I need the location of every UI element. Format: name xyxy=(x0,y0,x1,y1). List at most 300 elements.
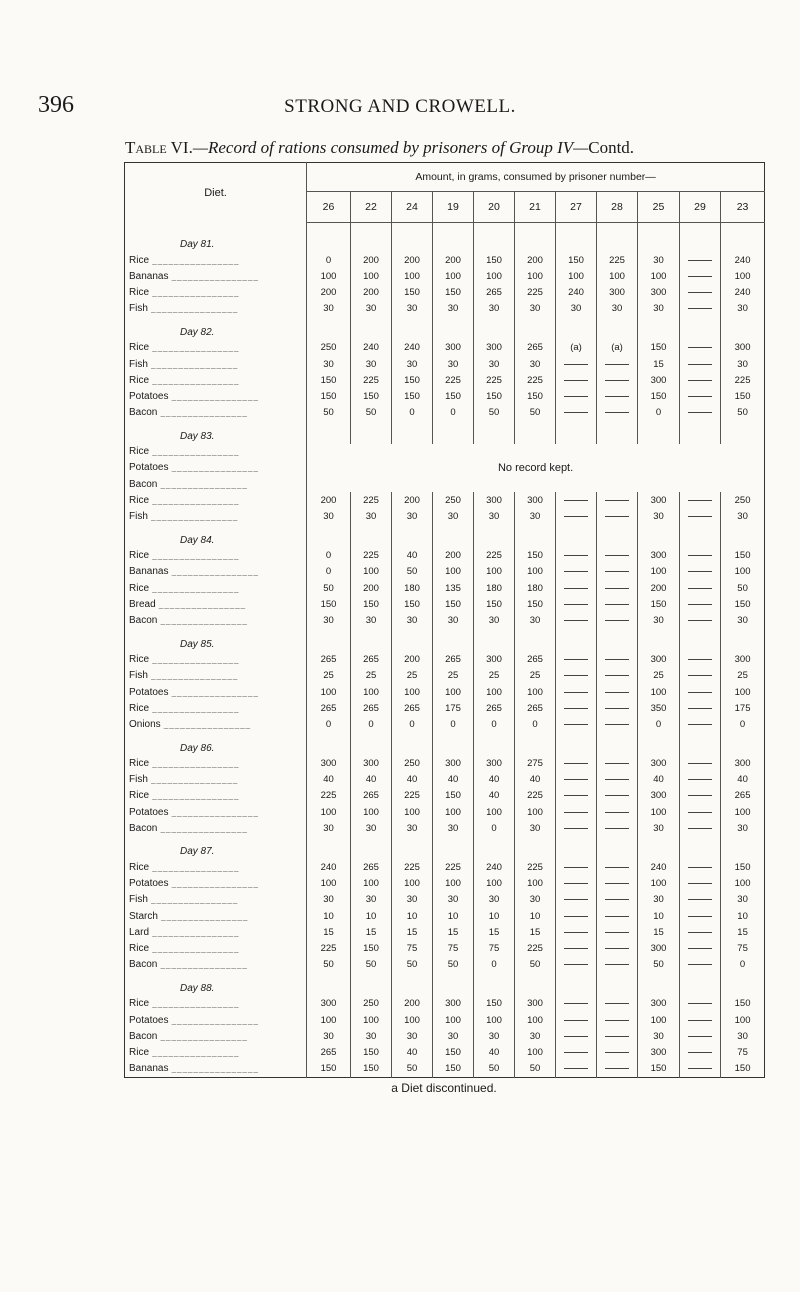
value-cell: 50 xyxy=(433,957,474,973)
diet-name: Rice xyxy=(129,342,150,354)
dash-line xyxy=(564,396,588,397)
value-cell: 30 xyxy=(515,1028,556,1044)
dash-line xyxy=(688,604,712,605)
value-cell: 180 xyxy=(392,580,433,596)
diet-cell xyxy=(125,700,307,716)
value-cell: (a) xyxy=(556,340,597,356)
value-cell: 300 xyxy=(638,1044,680,1060)
blank-dash xyxy=(597,700,638,716)
value-cell: 30 xyxy=(515,356,556,372)
diet-cell xyxy=(125,772,307,788)
dash-line xyxy=(564,916,588,917)
blank-dash xyxy=(597,1061,638,1078)
diet-cell xyxy=(125,716,307,732)
dot-leader: ________________ xyxy=(149,655,240,665)
diet-name: Potatoes xyxy=(129,878,169,890)
value-cell: 240 xyxy=(351,340,392,356)
blank-dash xyxy=(680,1061,721,1078)
value-cell: 100 xyxy=(392,268,433,284)
diet-cell xyxy=(125,652,307,668)
value-cell: 150 xyxy=(556,252,597,268)
dash-line xyxy=(564,763,588,764)
value-cell: 150 xyxy=(721,596,765,612)
dot-leader: ________________ xyxy=(160,719,252,729)
blank-dash xyxy=(556,908,597,924)
dash-line xyxy=(605,364,629,365)
value-cell: 180 xyxy=(515,580,556,596)
value-cell: 100 xyxy=(638,684,680,700)
value-cell: 150 xyxy=(307,388,351,404)
table-row xyxy=(125,564,765,580)
value-cell: 30 xyxy=(307,356,351,372)
value-cell: 100 xyxy=(474,684,515,700)
dot-leader: ________________ xyxy=(168,567,259,577)
diet-name: Fish xyxy=(129,358,148,370)
value-cell: 240 xyxy=(392,340,433,356)
value-cell: 300 xyxy=(515,996,556,1012)
table-row xyxy=(125,820,765,836)
table-body xyxy=(125,223,765,1078)
blank-dash xyxy=(680,684,721,700)
blank-dash xyxy=(597,372,638,388)
blank-dash xyxy=(556,876,597,892)
amount-header: Amount, in grams, consumed by prisoner number— xyxy=(307,163,765,192)
dot-leader: ________________ xyxy=(149,943,240,953)
value-cell: 200 xyxy=(307,492,351,508)
day-row xyxy=(125,629,765,652)
dot-leader: ________________ xyxy=(147,775,239,785)
dot-leader: ________________ xyxy=(149,1047,240,1057)
dash-line xyxy=(688,380,712,381)
dash-line xyxy=(605,588,629,589)
table-row xyxy=(125,612,765,628)
diet-cell xyxy=(125,388,307,404)
diet-name: Potatoes xyxy=(129,390,169,402)
value-cell: 150 xyxy=(307,1061,351,1078)
value-cell: 0 xyxy=(392,405,433,421)
value-cell: 30 xyxy=(433,1028,474,1044)
table-row xyxy=(125,405,765,421)
value-cell: 30 xyxy=(515,508,556,524)
blank-dash xyxy=(597,940,638,956)
value-cell: 225 xyxy=(515,788,556,804)
dash-line xyxy=(605,500,629,501)
dot-leader: ________________ xyxy=(168,807,259,817)
dash-line xyxy=(564,380,588,381)
value-cell: 25 xyxy=(307,668,351,684)
blank-dash xyxy=(680,388,721,404)
table-row xyxy=(125,804,765,820)
value-cell: 265 xyxy=(351,700,392,716)
value-cell: 100 xyxy=(307,268,351,284)
value-cell: 100 xyxy=(515,1012,556,1028)
blank-dash xyxy=(680,1012,721,1028)
value-cell: 30 xyxy=(307,892,351,908)
dash-line xyxy=(688,260,712,261)
value-cell: 100 xyxy=(351,876,392,892)
dash-line xyxy=(688,276,712,277)
dash-line xyxy=(605,555,629,556)
value-cell: 265 xyxy=(474,284,515,300)
caption-suffix: Contd. xyxy=(588,138,635,157)
value-cell: 75 xyxy=(433,940,474,956)
value-cell: 50 xyxy=(638,957,680,973)
dash-line xyxy=(564,795,588,796)
value-cell: 300 xyxy=(474,652,515,668)
dash-line xyxy=(605,763,629,764)
value-cell: 100 xyxy=(474,268,515,284)
value-cell: 30 xyxy=(433,820,474,836)
value-cell: 150 xyxy=(474,996,515,1012)
value-cell: 0 xyxy=(721,957,765,973)
diet-cell xyxy=(125,580,307,596)
value-cell: 225 xyxy=(351,492,392,508)
diet-cell xyxy=(125,372,307,388)
blank-dash xyxy=(597,684,638,700)
blank-dash xyxy=(597,716,638,732)
table-row xyxy=(125,924,765,940)
blank-dash xyxy=(556,508,597,524)
value-cell: 0 xyxy=(433,405,474,421)
blank-dash xyxy=(556,564,597,580)
dash-line xyxy=(688,916,712,917)
blank-dash xyxy=(597,388,638,404)
value-cell: 100 xyxy=(307,1012,351,1028)
value-cell: 15 xyxy=(307,924,351,940)
value-cell: 100 xyxy=(392,1012,433,1028)
blank-dash xyxy=(556,788,597,804)
day-row xyxy=(125,317,765,340)
value-cell: 150 xyxy=(351,596,392,612)
value-cell: 30 xyxy=(307,820,351,836)
day-label: Day 82. xyxy=(125,317,307,340)
blank-dash xyxy=(597,1044,638,1060)
value-cell: 75 xyxy=(474,940,515,956)
value-cell: 30 xyxy=(392,820,433,836)
dash-line xyxy=(605,1020,629,1021)
value-cell: 150 xyxy=(474,252,515,268)
blank-dash xyxy=(680,772,721,788)
blank-dash xyxy=(680,957,721,973)
value-cell: 100 xyxy=(307,804,351,820)
value-cell: 50 xyxy=(515,957,556,973)
value-cell: 10 xyxy=(474,908,515,924)
dash-line xyxy=(605,724,629,725)
blank-dash xyxy=(556,372,597,388)
diet-cell xyxy=(125,996,307,1012)
diet-name: Bacon xyxy=(129,478,158,490)
value-cell: 300 xyxy=(638,372,680,388)
blank-dash xyxy=(680,301,721,317)
value-cell: 100 xyxy=(392,876,433,892)
value-cell: 30 xyxy=(433,508,474,524)
value-cell: 15 xyxy=(638,356,680,372)
dash-line xyxy=(564,659,588,660)
diet-cell xyxy=(125,1044,307,1060)
value-cell: 150 xyxy=(474,388,515,404)
value-cell: 30 xyxy=(392,508,433,524)
dash-line xyxy=(564,692,588,693)
blank-dash xyxy=(597,508,638,524)
value-cell: 40 xyxy=(392,548,433,564)
value-cell: 265 xyxy=(307,1044,351,1060)
blank-dash xyxy=(556,405,597,421)
dash-line xyxy=(564,948,588,949)
dot-leader: ________________ xyxy=(149,447,240,457)
diet-name: Bacon xyxy=(129,1030,158,1042)
prisoner-number-header: 20 xyxy=(474,192,515,223)
value-cell: 30 xyxy=(515,301,556,317)
blank-dash xyxy=(556,996,597,1012)
value-cell: 0 xyxy=(307,548,351,564)
diet-cell xyxy=(125,492,307,508)
value-cell: 50 xyxy=(474,1061,515,1078)
value-cell: 150 xyxy=(638,340,680,356)
blank-dash xyxy=(680,820,721,836)
value-cell: 30 xyxy=(351,508,392,524)
value-cell: 100 xyxy=(597,268,638,284)
blank-dash xyxy=(556,548,597,564)
table-row xyxy=(125,859,765,875)
day-row xyxy=(125,525,765,548)
blank-dash xyxy=(597,804,638,820)
day-label: Day 87. xyxy=(125,836,307,859)
blank-dash xyxy=(597,596,638,612)
value-cell: 25 xyxy=(515,668,556,684)
value-cell: 0 xyxy=(638,716,680,732)
value-cell: 100 xyxy=(721,804,765,820)
dash-line xyxy=(688,516,712,517)
dot-leader: ________________ xyxy=(168,463,259,473)
prisoner-number-header: 26 xyxy=(307,192,351,223)
dash-line xyxy=(564,899,588,900)
value-cell: 100 xyxy=(433,1012,474,1028)
value-cell: 30 xyxy=(721,820,765,836)
blank-dash xyxy=(680,596,721,612)
value-cell: 225 xyxy=(515,859,556,875)
table-row xyxy=(125,1028,765,1044)
table-row xyxy=(125,908,765,924)
day-label: Day 86. xyxy=(125,733,307,756)
blank-dash xyxy=(597,580,638,596)
value-cell: 275 xyxy=(515,756,556,772)
blank-dash xyxy=(556,668,597,684)
value-cell: 0 xyxy=(307,716,351,732)
value-cell: 250 xyxy=(392,756,433,772)
value-cell: 100 xyxy=(433,876,474,892)
diet-name: Bacon xyxy=(129,614,158,626)
prisoner-number-header: 24 xyxy=(392,192,433,223)
diet-name: Fish xyxy=(129,303,148,315)
blank-dash xyxy=(680,996,721,1012)
value-cell: 15 xyxy=(392,924,433,940)
value-cell: 0 xyxy=(638,405,680,421)
diet-name: Bananas xyxy=(129,1063,169,1075)
blank-dash xyxy=(597,820,638,836)
blank-dash xyxy=(680,700,721,716)
value-cell: 225 xyxy=(392,859,433,875)
value-cell: 100 xyxy=(307,876,351,892)
value-cell: 100 xyxy=(721,684,765,700)
dash-line xyxy=(564,620,588,621)
dash-line xyxy=(605,516,629,517)
value-cell: 30 xyxy=(433,892,474,908)
value-cell: 75 xyxy=(721,940,765,956)
value-cell: 300 xyxy=(721,340,765,356)
value-cell: 100 xyxy=(433,684,474,700)
diet-cell xyxy=(125,756,307,772)
blank-dash xyxy=(680,252,721,268)
value-cell: 225 xyxy=(474,372,515,388)
dot-leader: ________________ xyxy=(147,512,239,522)
prisoner-number-header: 22 xyxy=(351,192,392,223)
value-cell: 100 xyxy=(638,564,680,580)
table-row xyxy=(125,508,765,524)
blank-dash xyxy=(597,772,638,788)
dash-line xyxy=(564,1003,588,1004)
dash-line xyxy=(688,347,712,348)
value-cell: 40 xyxy=(474,1044,515,1060)
day-label: Day 85. xyxy=(125,629,307,652)
value-cell: 300 xyxy=(721,652,765,668)
value-cell: 300 xyxy=(638,788,680,804)
value-cell: 30 xyxy=(474,508,515,524)
blank-dash xyxy=(556,612,597,628)
blank-dash xyxy=(597,924,638,940)
value-cell: 30 xyxy=(638,1028,680,1044)
dot-leader: ________________ xyxy=(149,703,240,713)
value-cell: 30 xyxy=(721,612,765,628)
value-cell: 30 xyxy=(638,820,680,836)
value-cell: 75 xyxy=(392,940,433,956)
value-cell: 350 xyxy=(638,700,680,716)
value-cell: 100 xyxy=(638,1012,680,1028)
blank-dash xyxy=(680,508,721,524)
dash-line xyxy=(688,1052,712,1053)
value-cell: 30 xyxy=(474,1028,515,1044)
value-cell: 50 xyxy=(351,957,392,973)
dash-line xyxy=(564,675,588,676)
value-cell: 10 xyxy=(721,908,765,924)
value-cell: 100 xyxy=(515,804,556,820)
dash-line xyxy=(564,500,588,501)
value-cell: 30 xyxy=(351,301,392,317)
diet-cell xyxy=(125,788,307,804)
table-row xyxy=(125,940,765,956)
value-cell: 225 xyxy=(351,548,392,564)
value-cell: 225 xyxy=(351,372,392,388)
value-cell: 30 xyxy=(307,508,351,524)
diet-name: Rice xyxy=(129,582,150,594)
blank-dash xyxy=(680,268,721,284)
dot-leader: ________________ xyxy=(168,1015,259,1025)
footnote: a Diet discontinued. xyxy=(391,1080,497,1095)
dot-leader: ________________ xyxy=(168,271,259,281)
value-cell: 30 xyxy=(351,820,392,836)
value-cell: 300 xyxy=(638,548,680,564)
value-cell: 300 xyxy=(474,340,515,356)
dash-line xyxy=(564,724,588,725)
blank-dash xyxy=(597,996,638,1012)
page-header xyxy=(0,92,800,122)
value-cell: 200 xyxy=(433,252,474,268)
diet-cell xyxy=(125,804,307,820)
value-cell: 40 xyxy=(721,772,765,788)
value-cell: 200 xyxy=(351,580,392,596)
table-row xyxy=(125,652,765,668)
value-cell: 100 xyxy=(474,804,515,820)
blank-dash xyxy=(597,564,638,580)
diet-name: Rice xyxy=(129,550,150,562)
value-cell: 100 xyxy=(474,876,515,892)
blank-dash xyxy=(556,957,597,973)
diet-name: Potatoes xyxy=(129,462,169,474)
dash-line xyxy=(688,964,712,965)
value-cell: 0 xyxy=(515,716,556,732)
blank-dash xyxy=(597,612,638,628)
diet-cell xyxy=(125,548,307,564)
value-cell: 250 xyxy=(307,340,351,356)
dot-leader: ________________ xyxy=(149,375,240,385)
value-cell: 25 xyxy=(721,668,765,684)
value-cell: 100 xyxy=(392,804,433,820)
diet-cell xyxy=(125,301,307,317)
diet-name: Rice xyxy=(129,862,150,874)
value-cell: 0 xyxy=(392,716,433,732)
value-cell: 100 xyxy=(515,684,556,700)
value-cell: 0 xyxy=(351,716,392,732)
dash-line xyxy=(688,364,712,365)
prisoner-number-header: 29 xyxy=(680,192,721,223)
dash-line xyxy=(688,412,712,413)
dot-leader: ________________ xyxy=(149,495,240,505)
blank-dash xyxy=(680,580,721,596)
no-record-note: No record kept. xyxy=(307,444,765,493)
value-cell: 265 xyxy=(351,652,392,668)
diet-cell xyxy=(125,356,307,372)
value-cell: 240 xyxy=(307,859,351,875)
table-row xyxy=(125,996,765,1012)
dash-line xyxy=(564,1068,588,1069)
table-row xyxy=(125,301,765,317)
table-row xyxy=(125,892,765,908)
value-cell: 100 xyxy=(721,268,765,284)
value-cell: 265 xyxy=(515,652,556,668)
value-cell: 200 xyxy=(392,492,433,508)
value-cell: 300 xyxy=(721,756,765,772)
value-cell: 15 xyxy=(515,924,556,940)
diet-cell xyxy=(125,612,307,628)
value-cell: 150 xyxy=(638,596,680,612)
value-cell: 300 xyxy=(433,340,474,356)
value-cell: 50 xyxy=(721,580,765,596)
dash-line xyxy=(688,867,712,868)
blank-dash xyxy=(597,957,638,973)
value-cell: 175 xyxy=(433,700,474,716)
value-cell: 50 xyxy=(392,1061,433,1078)
dash-line xyxy=(605,1052,629,1053)
value-cell: 50 xyxy=(721,405,765,421)
blank-dash xyxy=(597,548,638,564)
value-cell: 10 xyxy=(433,908,474,924)
diet-name: Rice xyxy=(129,702,150,714)
value-cell: 30 xyxy=(392,612,433,628)
blank-dash xyxy=(680,716,721,732)
value-cell: 150 xyxy=(392,372,433,388)
day-row xyxy=(125,229,765,252)
diet-name: Bananas xyxy=(129,566,169,578)
value-cell: 300 xyxy=(515,492,556,508)
